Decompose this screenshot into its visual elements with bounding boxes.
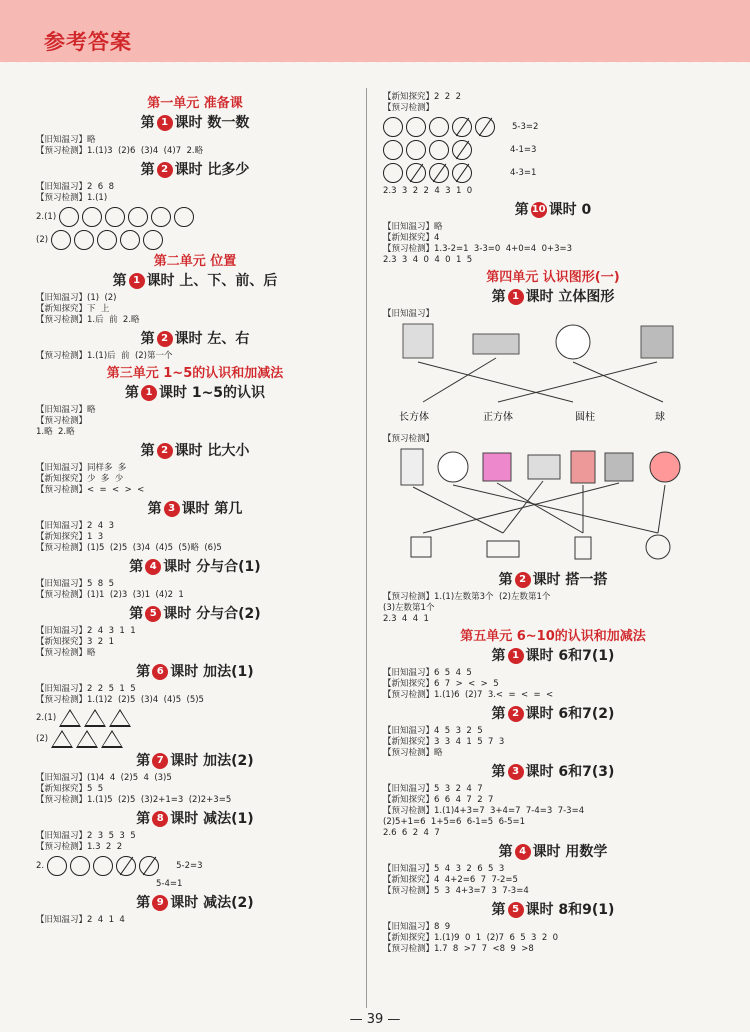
equation: 5-4=1: [156, 879, 183, 889]
page-title: 参考答案: [44, 30, 132, 54]
object-shape-matching: [383, 445, 703, 563]
answer-line: 【旧知温习】5 3 2 4 7: [383, 784, 483, 794]
lesson-prefix: 第: [140, 443, 155, 459]
soap-box-picture: [528, 455, 560, 479]
answer-line: 2.: [36, 860, 45, 871]
can-picture: [403, 324, 433, 358]
answer-line: 【预习检测】略: [36, 648, 96, 658]
drum-picture: [483, 453, 511, 481]
lesson-number: 2: [508, 706, 524, 722]
lesson-title: [383, 202, 723, 218]
answer-line: 2.(1): [36, 211, 57, 222]
lesson-title: [36, 559, 354, 575]
lesson-title: [36, 385, 354, 401]
answer-line: 【旧知温习】5 8 5: [36, 579, 115, 589]
right-column: [383, 92, 723, 955]
match-line: [658, 485, 665, 533]
lesson-title: [383, 902, 723, 918]
circle-row: [383, 140, 723, 160]
answer-line: 【旧知温习】8 9: [383, 922, 451, 932]
lesson-number: 1: [129, 273, 145, 289]
unit-title: 第一单元 准备课: [147, 96, 243, 111]
circle-icon: [93, 856, 113, 876]
lesson-title: [383, 289, 723, 305]
equation-row: [36, 879, 354, 890]
circle-icon: [47, 856, 67, 876]
answer-line: (2): [36, 733, 49, 744]
lesson-number: 5: [508, 902, 524, 918]
lesson-prefix: 第: [136, 811, 151, 827]
ball-picture: [650, 452, 680, 482]
lesson-title: [36, 753, 354, 769]
lesson-number: 2: [157, 331, 173, 347]
lesson-title: [36, 501, 354, 517]
lesson-number: 4: [515, 844, 531, 860]
lesson-prefix: 第: [491, 706, 506, 722]
circle-icon: [143, 230, 163, 250]
answer-line: 【新知探究】6 7 > < > 5: [383, 679, 499, 689]
lesson-name: 课时 6和7(3): [525, 764, 615, 780]
answer-line: 【新知探究】1.(1)9 0 1 (2)7 6 5 3 2 0: [383, 933, 559, 943]
match-line: [453, 485, 658, 533]
can-picture: [571, 451, 595, 483]
unit-title: 第四单元 认识图形(一): [486, 270, 620, 285]
circle-icon: [82, 207, 102, 227]
left-column: [36, 92, 354, 926]
answer-line: 【预习检测】1.(1)6 (2)7 3.< = < = <: [383, 690, 554, 700]
crossed-circle-icon: [475, 117, 495, 137]
lesson-number: 1: [141, 385, 157, 401]
circle-icon: [383, 140, 403, 160]
lesson-prefix: 第: [491, 289, 506, 305]
answer-line: 【旧知温习】2 4 3 1 1: [36, 626, 136, 636]
lesson-number: 9: [152, 895, 168, 911]
crossed-circle-icon: [139, 856, 159, 876]
lesson-title: [383, 648, 723, 664]
cube-picture: [641, 326, 673, 358]
lesson-prefix: 第: [140, 331, 155, 347]
answer-line: 2.3 3 2 2 4 3 1 0: [383, 186, 473, 196]
triangle-icon: [59, 709, 81, 727]
lesson-prefix: 第: [491, 902, 506, 918]
circle-icon: [51, 230, 71, 250]
lesson-title: [36, 273, 354, 289]
lesson-title: [383, 706, 723, 722]
circle-row: [383, 117, 723, 137]
lesson-title: [36, 606, 354, 622]
lesson-name: 课时 加法(1): [170, 664, 254, 680]
match-line: [423, 358, 496, 402]
solid-shapes-matching: [383, 320, 703, 430]
match-line: [497, 483, 583, 533]
circle-icon: [174, 207, 194, 227]
answer-line: 【新知探究】少 多 少: [36, 474, 124, 484]
triangle-icon: [51, 730, 73, 748]
circle-row: [36, 207, 354, 227]
lesson-title: [383, 844, 723, 860]
triangle-icon: [101, 730, 123, 748]
cube-picture: [605, 453, 633, 481]
triangle-row: [36, 730, 354, 748]
answer-line: 【预习检测】1.(1)左数第3个 (2)左数第1个: [383, 592, 551, 602]
circle-icon: [59, 207, 79, 227]
circle-row: [383, 163, 723, 183]
answer-line: 【旧知温习】6 5 4 5: [383, 668, 472, 678]
lesson-title: [36, 895, 354, 911]
crossed-circle-icon: [406, 163, 426, 183]
match-line: [418, 362, 573, 402]
answer-line: 【旧知温习】4 5 3 2 5: [383, 726, 483, 736]
lesson-prefix: 第: [140, 115, 155, 131]
answer-line: 【预习检测】: [383, 434, 435, 444]
lesson-prefix: 第: [129, 606, 144, 622]
shape-label: 正方体: [483, 412, 513, 423]
lesson-name: 课时 分与合(2): [163, 606, 261, 622]
answer-line: 【新知探究】5 5: [36, 784, 104, 794]
answer-line: 【新知探究】4: [383, 233, 440, 243]
answer-line: 【新知探究】1 3: [36, 532, 104, 542]
lesson-prefix: 第: [147, 501, 162, 517]
answer-line: 1.略 2.略: [36, 427, 75, 437]
answer-line: 【旧知温习】(1) (2): [36, 293, 117, 303]
answer-line: 【预习检测】略: [383, 748, 443, 758]
cube-shape-icon: [411, 537, 431, 557]
circle-icon: [151, 207, 171, 227]
lesson-title: [36, 331, 354, 347]
shape-label: 球: [655, 412, 665, 423]
lesson-name: 课时 8和9(1): [525, 902, 615, 918]
box-picture: [473, 334, 519, 354]
lesson-prefix: 第: [498, 844, 513, 860]
lesson-number: 1: [157, 115, 173, 131]
answer-line: 【新知探究】6 6 4 7 2 7: [383, 795, 494, 805]
answer-line: 【新知探究】下 上: [36, 304, 110, 314]
lesson-number: 3: [164, 501, 180, 517]
answer-line: 【旧知温习】略: [36, 405, 96, 415]
answer-line: (3)左数第1个: [383, 603, 435, 613]
answer-line: (2)5+1=6 1+5=6 6-1=5 6-5=1: [383, 817, 526, 827]
lesson-title: [383, 572, 723, 588]
circle-icon: [97, 230, 117, 250]
circle-icon: [383, 117, 403, 137]
circle-icon: [429, 140, 449, 160]
answer-line: 【旧知温习】2 6 8: [36, 182, 115, 192]
lesson-number: 8: [152, 811, 168, 827]
triangle-row: [36, 709, 354, 727]
lesson-number: 1: [508, 289, 524, 305]
lesson-name: 课时 上、下、前、后: [146, 273, 278, 289]
unit-title: 第二单元 位置: [153, 254, 237, 269]
answer-line: 【预习检测】1.(1)后 前 (2)第一个: [36, 351, 173, 361]
lesson-name: 课时 加法(2): [170, 753, 254, 769]
lesson-prefix: 第: [136, 664, 151, 680]
circle-icon: [70, 856, 90, 876]
answer-line: 【新知探究】3 2 1: [36, 637, 115, 647]
answer-line: (2): [36, 234, 49, 245]
circle-icon: [429, 117, 449, 137]
lesson-name: 课时 6和7(1): [525, 648, 615, 664]
answer-line: 【旧知温习】2 4 1 4: [36, 915, 125, 925]
crossed-circle-icon: [452, 140, 472, 160]
answer-line: 【预习检测】1.(1)3 (2)6 (3)4 (4)7 2.略: [36, 146, 204, 156]
lesson-number: 5: [145, 606, 161, 622]
lesson-prefix: 第: [491, 648, 506, 664]
lesson-prefix: 第: [136, 895, 151, 911]
lesson-name: 课时 0: [548, 202, 592, 218]
match-line: [498, 362, 657, 402]
answer-line: 2.6 6 2 4 7: [383, 828, 440, 838]
crossed-circle-icon: [452, 117, 472, 137]
answer-line: 【旧知温习】2 2 5 1 5: [36, 684, 136, 694]
lesson-name: 课时 减法(2): [170, 895, 254, 911]
answer-line: 【旧知温习】2 3 5 3 5: [36, 831, 136, 841]
lesson-name: 课时 减法(1): [170, 811, 254, 827]
answer-line: 【预习检测】(1)1 (2)3 (3)1 (4)2 1: [36, 590, 184, 600]
answer-line: 【旧知温习】略: [383, 222, 443, 232]
equation: 4-1=3: [510, 144, 537, 155]
lesson-number: 2: [157, 162, 173, 178]
answer-line: 【预习检测】1.3 2 2: [36, 842, 123, 852]
answer-line: 【预习检测】1.(1)4+3=7 3+4=7 7-4=3 7-3=4: [383, 806, 585, 816]
answer-line: 【旧知温习】5 4 3 2 6 5 3: [383, 864, 505, 874]
answer-line: 【新知探究】3 3 4 1 5 7 3: [383, 737, 505, 747]
lesson-prefix: 第: [136, 753, 151, 769]
answer-line: 【预习检测】: [36, 416, 88, 426]
circle-icon: [406, 140, 426, 160]
answer-line: 2.3 3 4 0 4 0 1 5: [383, 255, 473, 265]
lesson-name: 课时 比大小: [174, 443, 250, 459]
answer-line: 【预习检测】(1)5 (2)5 (3)4 (4)5 (5)略 (6)5: [36, 543, 222, 553]
lesson-prefix: 第: [140, 162, 155, 178]
fridge-picture: [401, 449, 423, 485]
lesson-number: 2: [515, 572, 531, 588]
answer-line: 【旧知温习】略: [36, 135, 96, 145]
lesson-prefix: 第: [124, 385, 139, 401]
circle-icon: [105, 207, 125, 227]
lesson-name: 课时 6和7(2): [525, 706, 615, 722]
circle-icon: [120, 230, 140, 250]
shape-label: 长方体: [399, 412, 429, 423]
lesson-name: 课时 左、右: [174, 331, 250, 347]
answer-line: 2.3 4 4 1: [383, 614, 429, 624]
cylinder-shape-icon: [575, 537, 591, 559]
cuboid-shape-icon: [487, 541, 519, 557]
unit-title: 第三单元 1~5的认识和加减法: [106, 366, 284, 381]
page-number: — 39 —: [349, 1012, 401, 1027]
answer-line: 【预习检测】: [383, 103, 435, 113]
circle-icon: [74, 230, 94, 250]
column-divider: [366, 88, 367, 1008]
lesson-title: [36, 811, 354, 827]
answer-line: 【新知探究】2 2 2: [383, 92, 462, 102]
lesson-number: 10: [531, 202, 547, 218]
lesson-prefix: 第: [491, 764, 506, 780]
triangle-icon: [76, 730, 98, 748]
lesson-title: [36, 162, 354, 178]
circle-icon: [383, 163, 403, 183]
circle-icon: [406, 117, 426, 137]
lesson-number: 3: [508, 764, 524, 780]
circle-icon: [128, 207, 148, 227]
lesson-name: 课时 数一数: [174, 115, 250, 131]
equation: 5-2=3: [176, 860, 203, 871]
answer-line: 【预习检测】1.7 8 >7 7 <8 9 >8: [383, 944, 534, 954]
answer-line: 【预习检测】1.3-2=1 3-3=0 4+0=4 0+3=3: [383, 244, 573, 254]
triangle-icon: [84, 709, 106, 727]
crossed-circle-icon: [452, 163, 472, 183]
answer-line: 【预习检测】1.(1)5 (2)5 (3)2+1=3 (2)2+3=5: [36, 795, 232, 805]
answer-line: 【预习检测】< = < > <: [36, 485, 145, 495]
lesson-name: 课时 用数学: [532, 844, 608, 860]
answer-line: 【预习检测】1.(1): [36, 193, 108, 203]
lesson-name: 课时 比多少: [174, 162, 250, 178]
answer-line: 【新知探究】4 4+2=6 7 7-2=5: [383, 875, 518, 885]
unit-title: 第五单元 6~10的认识和加减法: [460, 629, 646, 644]
answer-line: 【旧知温习】: [383, 309, 435, 319]
lesson-title: [36, 443, 354, 459]
match-line: [573, 362, 663, 402]
answer-line: 【旧知温习】(1)4 4 (2)5 4 (3)5: [36, 773, 172, 783]
lesson-prefix: 第: [112, 273, 127, 289]
shape-label: 圆柱: [575, 412, 595, 423]
lesson-title: [36, 664, 354, 680]
lesson-title: [36, 115, 354, 131]
lesson-name: 课时 立体图形: [525, 289, 615, 305]
answer-line: 【预习检测】5 3 4+3=7 3 7-3=4: [383, 886, 529, 896]
lesson-prefix: 第: [129, 559, 144, 575]
lesson-name: 课时 1~5的认识: [158, 385, 266, 401]
lesson-prefix: 第: [514, 202, 529, 218]
ball-picture: [438, 452, 468, 482]
lesson-number: 4: [145, 559, 161, 575]
answer-line: 2.(1): [36, 712, 57, 723]
lesson-title: [383, 764, 723, 780]
ball-picture: [556, 325, 590, 359]
lesson-number: 2: [157, 443, 173, 459]
crossed-circle-icon: [429, 163, 449, 183]
equation: 5-3=2: [512, 121, 539, 132]
lesson-prefix: 第: [498, 572, 513, 588]
sphere-shape-icon: [646, 535, 670, 559]
answer-line: 【旧知温习】同样多 多: [36, 463, 127, 473]
equation: 4-3=1: [510, 167, 537, 178]
header-banner: [0, 0, 750, 62]
lesson-number: 7: [152, 753, 168, 769]
answer-line: 【预习检测】1.(1)2 (2)5 (3)4 (4)5 (5)5: [36, 695, 204, 705]
answer-line: 【旧知温习】2 4 3: [36, 521, 115, 531]
lesson-name: 课时 第几: [181, 501, 243, 517]
answer-line: 【预习检测】1.后 前 2.略: [36, 315, 140, 325]
circle-row: [36, 856, 354, 876]
circle-row: [36, 230, 354, 250]
lesson-name: 课时 搭一搭: [532, 572, 608, 588]
crossed-circle-icon: [116, 856, 136, 876]
lesson-number: 1: [508, 648, 524, 664]
match-line: [423, 483, 619, 533]
lesson-number: 6: [152, 664, 168, 680]
lesson-name: 课时 分与合(1): [163, 559, 261, 575]
triangle-icon: [109, 709, 131, 727]
